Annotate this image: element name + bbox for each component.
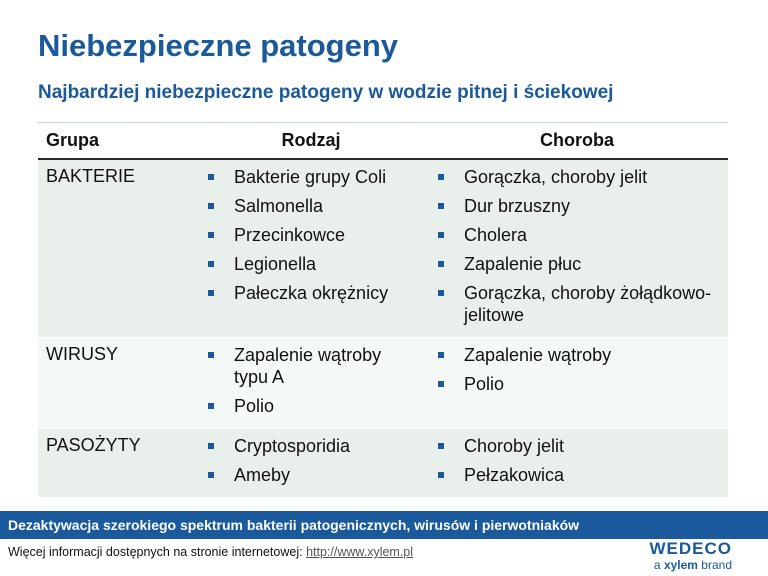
bullet-icon <box>438 381 444 387</box>
list-item: Bakterie grupy Coli <box>204 166 418 188</box>
banner-text: Dezaktywacja szerokiego spektrum bakterii patogenicznych, wirusów i pierwotniaków <box>8 517 580 533</box>
type-cell <box>196 159 426 338</box>
bullet-icon <box>438 290 444 296</box>
bullet-icon <box>208 443 214 449</box>
bullet-icon <box>208 352 214 358</box>
slide-subtitle: Najbardziej niebezpieczne patogeny w wodzie pitnej i ściekowej <box>38 82 614 103</box>
footer-info-text: Więcej informacji dostępnych na stronie internetowej: <box>8 545 307 559</box>
bullet-icon <box>208 290 214 296</box>
column-header-disease: Choroba <box>426 124 728 159</box>
wedeco-logo: WEDECO <box>649 539 732 558</box>
table-row-bacteria <box>38 159 728 338</box>
bullet-icon <box>208 203 214 209</box>
bullet-icon <box>208 403 214 409</box>
bullet-icon <box>208 174 214 180</box>
list-item: Cholera <box>434 224 720 246</box>
xylem-logo: xylem <box>663 558 698 572</box>
table-row-viruses <box>38 338 728 429</box>
slide-title: Niebezpieczne patogeny <box>38 28 399 63</box>
list-item: Choroby jelit <box>434 435 720 457</box>
list-item: Cryptosporidia <box>204 435 418 457</box>
bullet-icon <box>438 472 444 478</box>
column-header-group: Grupa <box>38 124 196 159</box>
bullet-icon <box>438 443 444 449</box>
bullet-icon <box>438 261 444 267</box>
group-cell: BAKTERIE <box>38 159 196 338</box>
column-header-type: Rodzaj <box>196 124 426 159</box>
list-item: Dur brzuszny <box>434 195 720 217</box>
group-cell: PASOŻYTY <box>38 429 196 498</box>
pathogens-table <box>38 124 728 497</box>
list-item: Pałeczka okrężnicy <box>204 282 418 304</box>
bottom-banner <box>0 511 768 539</box>
bullet-icon <box>438 352 444 358</box>
list-item: Zapalenie wątroby <box>434 344 720 366</box>
disease-cell <box>426 429 728 498</box>
bullet-icon <box>438 232 444 238</box>
footer-info <box>8 545 413 559</box>
bullet-icon <box>438 174 444 180</box>
list-item: Ameby <box>204 464 418 486</box>
bullet-icon <box>208 232 214 238</box>
bullet-icon <box>208 472 214 478</box>
website-link[interactable]: http://www.xylem.pl <box>306 545 414 559</box>
list-item: Salmonella <box>204 195 418 217</box>
table-row-parasites <box>38 429 728 498</box>
list-item: Polio <box>434 373 720 395</box>
type-cell <box>196 338 426 429</box>
bullet-icon <box>438 203 444 209</box>
disease-cell <box>426 159 728 338</box>
list-item: Zapalenie płuc <box>434 253 720 275</box>
list-item: Gorączka, choroby jelit <box>434 166 720 188</box>
list-item: Polio <box>204 395 418 417</box>
type-cell <box>196 429 426 498</box>
disease-cell <box>426 338 728 429</box>
bullet-icon <box>208 261 214 267</box>
subtitle-divider <box>38 122 728 123</box>
xylem-brand-tagline: a xylem brand <box>653 558 732 572</box>
list-item: Legionella <box>204 253 418 275</box>
list-item: Przecinkowce <box>204 224 418 246</box>
group-cell: WIRUSY <box>38 338 196 429</box>
table-header-row <box>38 124 728 159</box>
list-item: Zapalenie wątroby typu A <box>204 344 418 388</box>
list-item: Gorączka, choroby żołądkowo-jelitowe <box>434 282 720 326</box>
list-item: Pełzakowica <box>434 464 720 486</box>
